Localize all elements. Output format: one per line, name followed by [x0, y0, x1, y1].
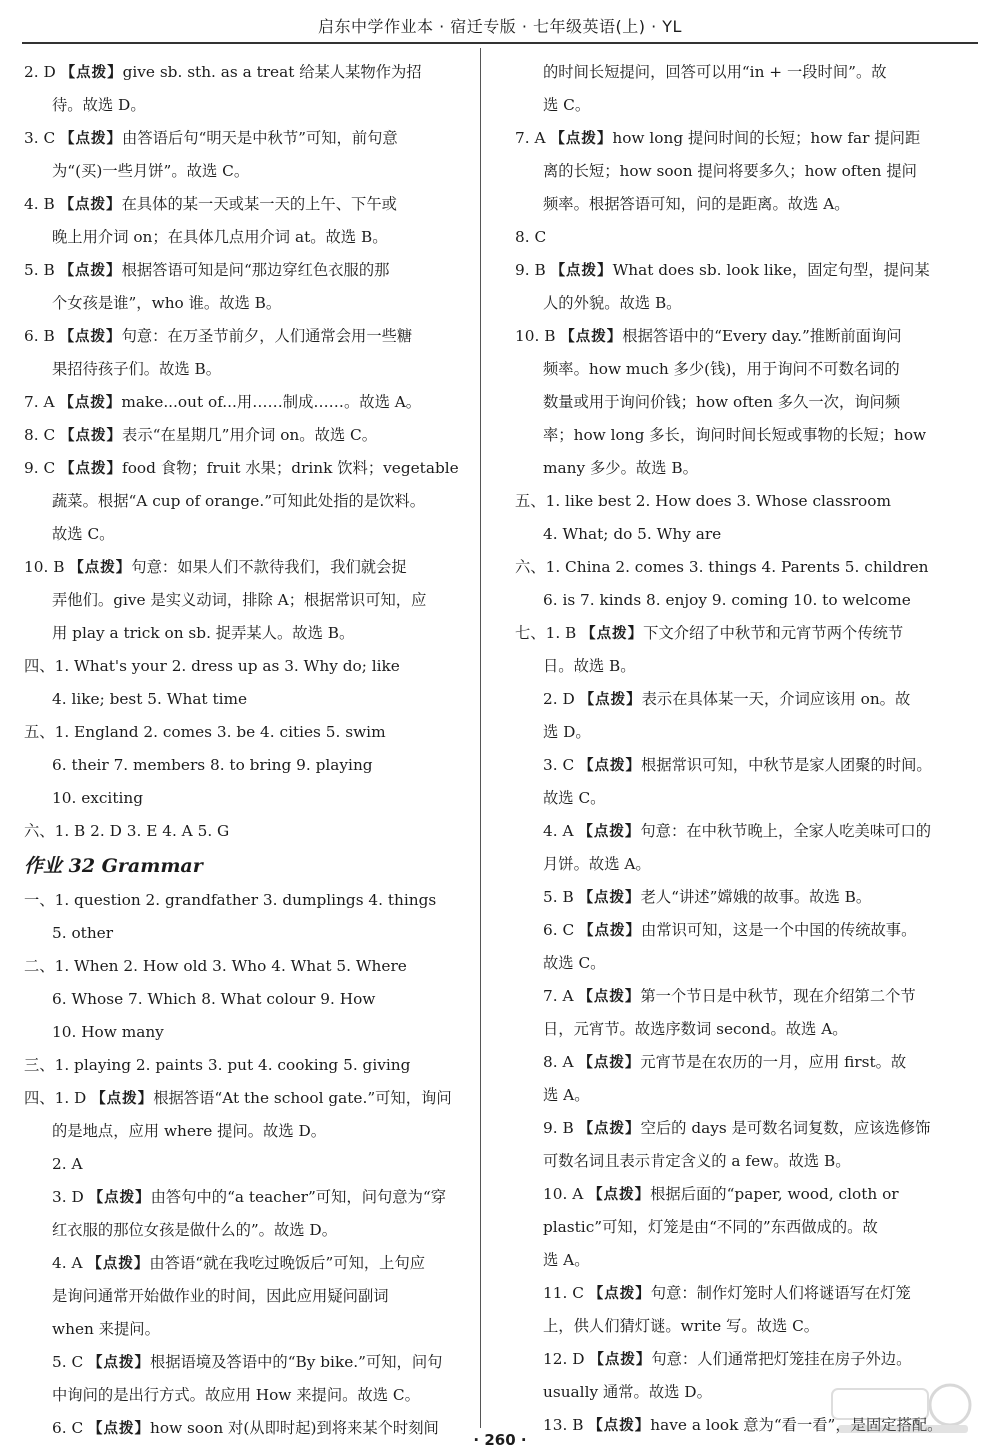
hint-text: 由答语后句“明天是中秋节”可知，前句意	[122, 129, 398, 147]
answer-text: 一、1. question 2. grandfather 3. dumplings 4. things	[24, 891, 437, 909]
hint-text: 在具体的某一天或某一天的上午、下午或	[121, 195, 397, 213]
answer-line	[24, 1247, 469, 1280]
answer-line	[515, 551, 960, 584]
answer-text: 2. D	[24, 63, 61, 81]
answer-text: 离的长短；how soon 提问将要多久；how often 提问	[543, 162, 917, 180]
answer-line	[24, 617, 469, 650]
answer-line	[515, 254, 960, 287]
hint-tag: 【点拨】	[87, 1256, 150, 1272]
answer-text: 选 C。	[543, 96, 591, 114]
answer-text: 日，元宵节。故选序数词 second。故选 A。	[543, 1020, 848, 1038]
hint-tag: 【点拨】	[59, 263, 122, 279]
hint-text: make...out of...用……制成……。故选 A。	[121, 393, 422, 411]
hint-tag: 【点拨】	[560, 329, 623, 345]
answer-line	[515, 1343, 960, 1376]
column-divider	[480, 48, 481, 1428]
answer-line	[515, 155, 960, 188]
answer-text: 4. B	[24, 195, 60, 213]
answer-text: 二、1. When 2. How old 3. Who 4. What 5. Where	[24, 957, 407, 975]
hint-text: 空后的 days 是可数名词复数，应该选修饰	[640, 1119, 931, 1137]
answer-line	[24, 1181, 469, 1214]
answer-line	[24, 950, 469, 983]
answer-line	[515, 1112, 960, 1145]
hint-tag: 【点拨】	[60, 428, 123, 444]
hint-text: 由常识可知，这是一个中国的传统故事。	[641, 921, 917, 939]
answer-line	[24, 884, 469, 917]
answer-text: 10. B	[24, 558, 70, 576]
answer-text: 中询问的是出行方式。故应用 How 来提问。故选 C。	[52, 1386, 420, 1404]
answer-text: 的时间长短提问，回答可以用“in + 一段时间”。故	[543, 63, 887, 81]
left-column	[24, 56, 469, 1445]
answer-text: 选 D。	[543, 723, 591, 741]
answer-line	[515, 617, 960, 650]
answer-text: 五、1. like best 2. How does 3. Whose classroom	[515, 492, 891, 510]
answer-text: 10. exciting	[52, 789, 144, 807]
answer-text: 9. B	[543, 1119, 579, 1137]
answer-text: 8. C	[515, 228, 547, 246]
answer-text: 4. What; do 5. Why are	[543, 525, 722, 543]
answer-text: 选 A。	[543, 1251, 590, 1269]
running-header	[22, 14, 978, 44]
hint-tag: 【点拨】	[60, 131, 123, 147]
hint-text: 老人“讲述”嫦娥的故事。故选 B。	[640, 888, 872, 906]
answer-text: 上，供人们猜灯谜。write 写。故选 C。	[543, 1317, 820, 1335]
hint-tag: 【点拨】	[88, 1190, 151, 1206]
answer-line	[24, 353, 469, 386]
answer-text: 日。故选 B。	[543, 657, 636, 675]
answer-text: 7. A	[24, 393, 60, 411]
hint-text: 根据语境及答语中的“By bike.”可知，问句	[150, 1353, 443, 1371]
answer-text: 12. D	[543, 1350, 590, 1368]
hint-tag: 【点拨】	[588, 1418, 651, 1434]
answer-text: 4. like; best 5. What time	[52, 690, 248, 708]
answer-line	[24, 716, 469, 749]
answer-text: usually 通常。故选 D。	[543, 1383, 712, 1401]
hint-text: 下文介绍了中秋节和元宵节两个传统节	[643, 624, 904, 642]
answer-text: 蔬菜。根据“A cup of orange.”可知此处指的是饮料。	[52, 492, 426, 510]
answer-text: 5. C	[52, 1353, 89, 1371]
hint-text: 根据答语“At the school gate.”可知，询问	[153, 1089, 452, 1107]
answer-text: 率；how long 多长，询问时间长短或事物的长短；how	[543, 426, 927, 444]
answer-text: 5. B	[24, 261, 60, 279]
answer-text: 10. How many	[52, 1023, 164, 1041]
answer-text: 10. B	[515, 327, 561, 345]
answer-line	[24, 1313, 469, 1346]
answer-text: 可数名词且表示肯定含义的 a few。故选 B。	[543, 1152, 851, 1170]
answer-line	[24, 1115, 469, 1148]
answer-text: 月饼。故选 A。	[543, 855, 651, 873]
page-number: · 260 ·	[473, 1431, 527, 1449]
answer-text: 七、1. B	[515, 624, 582, 642]
answer-line	[24, 386, 469, 419]
answer-line	[24, 749, 469, 782]
answer-text: 6. B	[24, 327, 60, 345]
hint-tag: 【点拨】	[578, 824, 641, 840]
answer-line	[24, 254, 469, 287]
answer-text: many 多少。故选 B。	[543, 459, 698, 477]
answer-line	[515, 89, 960, 122]
hint-text: 句意：人们通常把灯笼挂在房子外边。	[651, 1350, 912, 1368]
answer-line	[515, 188, 960, 221]
answer-line	[515, 1244, 960, 1277]
answer-line	[24, 122, 469, 155]
answer-line	[515, 815, 960, 848]
answer-line	[24, 551, 469, 584]
answer-line	[24, 287, 469, 320]
answer-text: 频率。how much 多少(钱)，用于询问不可数名词的	[543, 360, 900, 378]
hint-tag: 【点拨】	[588, 1286, 651, 1302]
answer-line	[515, 584, 960, 617]
answer-text: 果招待孩子们。故选 B。	[52, 360, 222, 378]
hint-tag: 【点拨】	[60, 65, 123, 81]
hint-tag: 【点拨】	[579, 692, 642, 708]
answer-text: 4. A	[543, 822, 579, 840]
answer-line	[515, 353, 960, 386]
hint-tag: 【点拨】	[69, 560, 132, 576]
answer-line	[515, 320, 960, 353]
answer-line	[24, 1346, 469, 1379]
hint-tag: 【点拨】	[579, 923, 642, 939]
hint-text: 由答语“就在我吃过晚饭后”可知，上句应	[149, 1254, 426, 1272]
answer-line	[515, 683, 960, 716]
answer-text: 五、1. England 2. comes 3. be 4. cities 5. swim	[24, 723, 386, 741]
hint-tag: 【点拨】	[550, 131, 613, 147]
answer-text: 5. other	[52, 924, 114, 942]
hint-tag: 【点拨】	[88, 1421, 151, 1437]
answer-text: 作业 32 Grammar	[24, 855, 203, 877]
answer-line	[24, 89, 469, 122]
answer-text: 故选 C。	[543, 789, 606, 807]
answer-text: 数量或用于询问价钱；how often 多久一次，询问频	[543, 393, 901, 411]
hint-tag: 【点拨】	[578, 1055, 641, 1071]
answer-line	[24, 1049, 469, 1082]
answer-text: 4. A	[52, 1254, 88, 1272]
hint-text: 第一个节日是中秋节，现在介绍第二个节	[640, 987, 916, 1005]
answer-text: 6. their 7. members 8. to bring 9. playing	[52, 756, 373, 774]
answer-text: 13. B	[543, 1416, 589, 1434]
answer-line	[515, 1277, 960, 1310]
answer-line	[515, 1145, 960, 1178]
answer-line	[24, 782, 469, 815]
answer-text: 人的外貌。故选 B。	[543, 294, 682, 312]
answer-text: 2. A	[52, 1155, 83, 1173]
hint-tag: 【点拨】	[588, 1187, 651, 1203]
answer-text: 9. B	[515, 261, 551, 279]
answer-text: 四、1. D	[24, 1089, 92, 1107]
hint-text: 根据答语中的“Every day.”推断前面询问	[622, 327, 902, 345]
right-column	[515, 56, 960, 1442]
answer-text: 11. C	[543, 1284, 589, 1302]
answer-line	[515, 1211, 960, 1244]
answer-line	[24, 1379, 469, 1412]
answer-line	[515, 1310, 960, 1343]
answer-text: 选 A。	[543, 1086, 590, 1104]
hint-tag: 【点拨】	[579, 758, 642, 774]
answer-line	[515, 980, 960, 1013]
answer-text: plastic”可知，灯笼是由“不同的”东西做成的。故	[543, 1218, 878, 1236]
answer-line	[515, 650, 960, 683]
hint-tag: 【点拨】	[91, 1091, 154, 1107]
hint-text: 根据后面的“paper, wood, cloth or	[650, 1185, 899, 1203]
answer-line	[515, 782, 960, 815]
answer-line	[515, 221, 960, 254]
answer-text: 2. D	[543, 690, 580, 708]
hint-tag: 【点拨】	[578, 989, 641, 1005]
answer-text: 待。故选 D。	[52, 96, 146, 114]
hint-tag: 【点拨】	[88, 1355, 151, 1371]
answer-text: 用 play a trick on sb. 捉弄某人。故选 B。	[52, 624, 355, 642]
answer-line	[24, 983, 469, 1016]
answer-line	[24, 518, 469, 551]
answer-text: 六、1. China 2. comes 3. things 4. Parents 5. children	[515, 558, 929, 576]
hint-tag: 【点拨】	[578, 1121, 641, 1137]
hint-text: 表示“在星期几”用介词 on。故选 C。	[122, 426, 378, 444]
answer-line	[515, 914, 960, 947]
answer-text: 四、1. What's your 2. dress up as 3. Why do; like	[24, 657, 400, 675]
answer-text: 6. is 7. kinds 8. enjoy 9. coming 10. to welcome	[543, 591, 911, 609]
answer-text: 6. C	[52, 1419, 89, 1437]
answer-line	[24, 1148, 469, 1181]
hint-text: how soon 对(从即时起)到将来某个时刻间	[150, 1419, 439, 1437]
answer-line	[515, 386, 960, 419]
hint-tag: 【点拨】	[589, 1352, 652, 1368]
watermark-logo	[828, 1381, 978, 1437]
answer-line	[24, 683, 469, 716]
answer-line	[515, 881, 960, 914]
answer-line	[24, 188, 469, 221]
hint-tag: 【点拨】	[581, 626, 644, 642]
hint-text: 由答句中的“a teacher”可知，问句意为“穿	[150, 1188, 447, 1206]
answer-line	[24, 419, 469, 452]
answer-line	[24, 815, 469, 848]
answer-line	[24, 1280, 469, 1313]
hint-tag: 【点拨】	[578, 890, 641, 906]
section-heading	[24, 848, 469, 884]
answer-text: 3. C	[543, 756, 580, 774]
answer-line	[515, 518, 960, 551]
answer-line	[515, 848, 960, 881]
answer-line	[515, 287, 960, 320]
hint-text: 表示在具体某一天，介词应该用 on。故	[641, 690, 911, 708]
answer-text: 7. A	[515, 129, 551, 147]
answer-text: 3. D	[52, 1188, 89, 1206]
answer-line	[24, 1016, 469, 1049]
answer-line	[515, 485, 960, 518]
answer-text: 7. A	[543, 987, 579, 1005]
answer-text: 8. C	[24, 426, 61, 444]
answer-line	[24, 1214, 469, 1247]
hint-text: have a look 意为“看一看”，是固定搭配。	[650, 1416, 943, 1434]
answer-text: 频率。根据答语可知，问的是距离。故选 A。	[543, 195, 850, 213]
answer-text: 红衣服的那位女孩是做什么的”。故选 D。	[52, 1221, 337, 1239]
hint-tag: 【点拨】	[60, 461, 123, 477]
hint-text: 句意：制作灯笼时人们将谜语写在灯笼	[650, 1284, 911, 1302]
answer-text: 10. A	[543, 1185, 589, 1203]
answer-text: 是询问通常开始做作业的时间，因此应用疑问副词	[52, 1287, 389, 1305]
hint-text: 根据常识可知，中秋节是家人团聚的时间。	[641, 756, 932, 774]
answer-line	[24, 221, 469, 254]
answer-line	[515, 749, 960, 782]
answer-line	[24, 485, 469, 518]
answer-line	[24, 155, 469, 188]
hint-text: 句意：在中秋节晚上，全家人吃美味可口的	[640, 822, 932, 840]
answer-line	[24, 1082, 469, 1115]
answer-text: 晚上用介词 on；在具体几点用介词 at。故选 B。	[52, 228, 388, 246]
hint-text: 根据答语可知是问“那边穿红色衣服的那	[121, 261, 390, 279]
hint-text: 元宵节是在农历的一月，应用 first。故	[640, 1053, 907, 1071]
answer-line	[24, 917, 469, 950]
answer-line	[24, 452, 469, 485]
hint-text: 句意：在万圣节前夕，人们通常会用一些糖	[121, 327, 413, 345]
answer-line	[515, 56, 960, 89]
hint-tag: 【点拨】	[59, 395, 122, 411]
answer-text: 6. Whose 7. Which 8. What colour 9. How	[52, 990, 376, 1008]
answer-text: 9. C	[24, 459, 61, 477]
answer-text: 故选 C。	[543, 954, 606, 972]
answer-text: 弄他们。give 是实义动词，排除 A；根据常识可知，应	[52, 591, 427, 609]
hint-text: 句意：如果人们不款待我们，我们就会捉	[131, 558, 407, 576]
hint-tag: 【点拨】	[59, 197, 122, 213]
answer-text: 故选 C。	[52, 525, 115, 543]
answer-line	[515, 716, 960, 749]
answer-line	[24, 650, 469, 683]
answer-text: 5. B	[543, 888, 579, 906]
answer-line	[24, 584, 469, 617]
answer-text: 为“(买)一些月饼”。故选 C。	[52, 162, 250, 180]
hint-text: give sb. sth. as a treat 给某人某物作为招	[122, 63, 422, 81]
answer-text: 六、1. B 2. D 3. E 4. A 5. G	[24, 822, 230, 840]
answer-text: when 来提问。	[52, 1320, 160, 1338]
answer-line	[515, 122, 960, 155]
header-title: 启东中学作业本 · 宿迁专版 · 七年级英语(上) · YL	[318, 17, 682, 36]
answer-line	[515, 1013, 960, 1046]
hint-tag: 【点拨】	[59, 329, 122, 345]
answer-line	[515, 947, 960, 980]
hint-tag: 【点拨】	[550, 263, 613, 279]
hint-text: What does sb. look like，固定句型，提问某	[612, 261, 930, 279]
answer-line	[515, 1046, 960, 1079]
answer-line	[24, 56, 469, 89]
answer-text: 三、1. playing 2. paints 3. put 4. cooking 5. giving	[24, 1056, 411, 1074]
answer-line	[515, 452, 960, 485]
hint-text: how long 提问时间的长短；how far 提问距	[612, 129, 921, 147]
answer-text: 个女孩是谁”，who 谁。故选 B。	[52, 294, 282, 312]
answer-line	[515, 419, 960, 452]
answer-text: 6. C	[543, 921, 580, 939]
answer-text: 3. C	[24, 129, 61, 147]
answer-text: 8. A	[543, 1053, 579, 1071]
answer-line	[515, 1178, 960, 1211]
answer-line	[24, 320, 469, 353]
answer-line	[515, 1079, 960, 1112]
hint-text: food 食物；fruit 水果；drink 饮料；vegetable	[122, 459, 459, 477]
answer-text: 的是地点，应用 where 提问。故选 D。	[52, 1122, 327, 1140]
